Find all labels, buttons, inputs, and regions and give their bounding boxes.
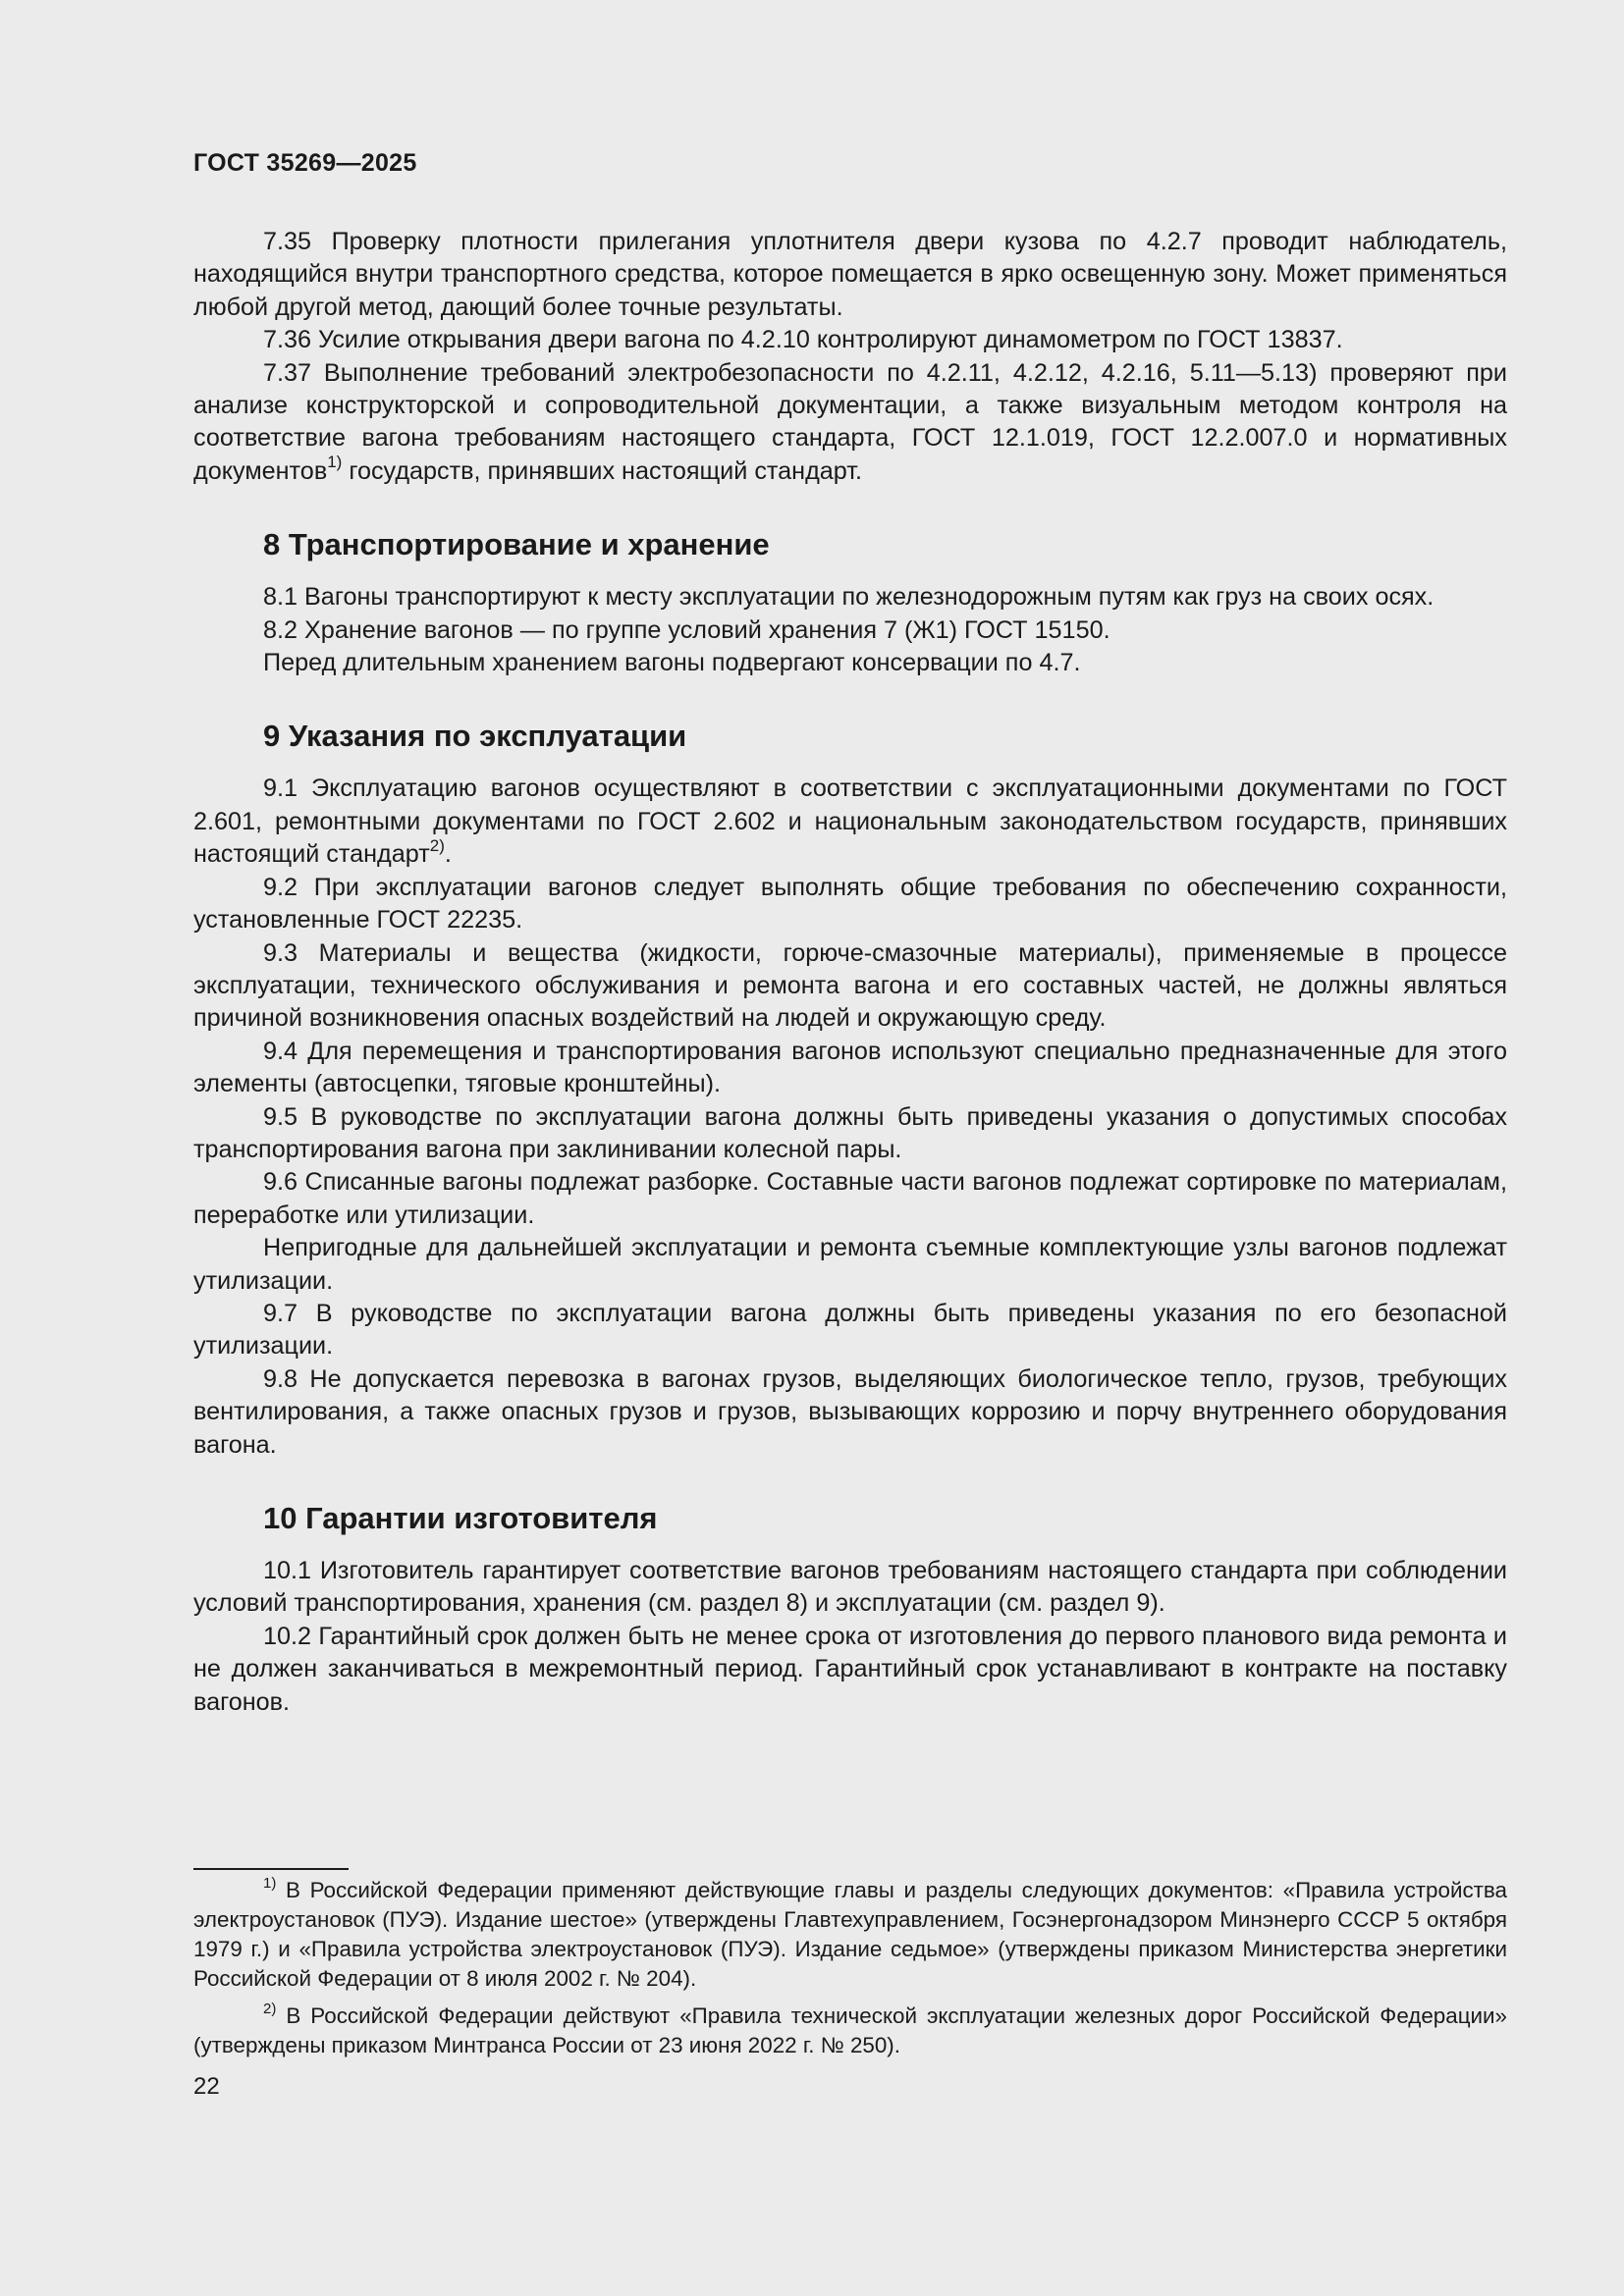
paragraph-9-8: 9.8 Не допускается перевозка в вагонах грузов, выделяющих биологическое тепло, грузов, требующих вентилирования, а также опасных грузов и грузов, вызывающих коррозию и порчу внутреннего оборудования вагона. (193, 1364, 1507, 1459)
paragraph-8-2-continued: Перед длительным хранением вагоны подвергают консервации по 4.7. (263, 649, 1081, 677)
paragraph-8-2: 8.2 Хранение вагонов — по группе условий хранения 7 (Ж1) ГОСТ 15150. (263, 615, 1110, 644)
paragraph-9-5: 9.5 В руководстве по эксплуатации вагона должны быть приведены указания о допустимых способах транспортирования вагона при заклинивании колесной пары. (193, 1102, 1507, 1163)
paragraph-9-1 (193, 773, 1507, 871)
document-body (193, 226, 1507, 1719)
footnote-2-marker: 2) (263, 2000, 277, 2017)
paragraph-7-36: 7.36 Усилие открывания двери вагона по 4.2.10 контролируют динамометром по ГОСТ 13837. (263, 326, 1343, 354)
paragraph-9-1-text: 9.1 Эксплуатацию вагонов осуществляют в соответствии с эксплуатационными документами по ГОСТ 2.601, ремонтными документами по ГОСТ 2.602 и национальным законодательством государств, принявших настоящий стандарт (193, 774, 1507, 869)
section-10-heading: 10 Гарантии изготовителя (263, 1501, 658, 1535)
document-header: ГОСТ 35269—2025 (193, 149, 417, 177)
paragraph-9-2: 9.2 При эксплуатации вагонов следует выполнять общие требования по обеспечению сохранности, установленные ГОСТ 22235. (193, 873, 1507, 934)
paragraph-8-1: 8.1 Вагоны транспортируют к месту эксплуатации по железнодорожным путям как груз на своих осях. (263, 583, 1435, 612)
footnote-1-marker: 1) (263, 1874, 277, 1892)
paragraph-10-2: 10.2 Гарантийный срок должен быть не менее срока от изготовления до первого планового вида ремонта и не должен заканчиваться в межремонтный период. Гарантийный срок устанавливают в контракте на поставку вагонов. (193, 1622, 1507, 1716)
footnotes (193, 1868, 1507, 2060)
paragraph-10-1: 10.1 Изготовитель гарантирует соответствие вагонов требованиям настоящего стандарта при соблюдении условий транспортирования, хранения (см. раздел 8) и эксплуатации (см. раздел 9). (193, 1557, 1507, 1618)
footnote-ref-1[interactable]: 1) (327, 453, 343, 472)
footnote-separator (193, 1868, 349, 1870)
footnote-ref-2[interactable]: 2) (429, 835, 445, 855)
paragraph-7-37 (193, 357, 1507, 489)
paragraph-9-3: 9.3 Материалы и вещества (жидкости, горюче-смазочные материалы), применяемые в процессе эксплуатации, технического обслуживания и ремонта вагона и его составных частей, не должны являться причиной возникновения опасных воздействий на людей и окружающую среду. (193, 938, 1507, 1033)
footnote-1 (193, 1876, 1507, 1994)
paragraph-7-35: 7.35 Проверку плотности прилегания уплотнителя двери кузова по 4.2.7 проводит наблюдатель, находящийся внутри транспортного средства, которое помещается в ярко освещенную зону. Может применяться любой другой метод, дающий более точные результаты. (193, 228, 1507, 321)
paragraph-7-37-text: 7.37 Выполнение требований электробезопасности по 4.2.11, 4.2.12, 4.2.16, 5.11—5.13) проверяют при анализе конструкторской и сопроводительной документации, а также визуальным методом контроля на соответствие вагона требованиям настоящего стандарта, ГОСТ 12.1.019, ГОСТ 12.2.007.0 и нормативных документов (193, 358, 1507, 485)
footnote-2-text: В Российской Федерации действуют «Правила технической эксплуатации железных дорог Российской Федерации» (утверждены приказом Минтранса России от 23 июня 2022 г. № 250). (193, 2003, 1507, 2057)
footnote-2 (193, 2002, 1507, 2060)
paragraph-9-4: 9.4 Для перемещения и транспортирования вагонов используют специально предназначенные для этого элементы (автосцепки, тяговые кронштейны). (193, 1037, 1507, 1098)
section-9-heading: 9 Указания по эксплуатации (263, 719, 687, 754)
page-number: 22 (193, 2073, 220, 2100)
paragraph-9-1-tail: . (444, 840, 452, 869)
paragraph-9-7: 9.7 В руководстве по эксплуатации вагона должны быть приведены указания по его безопасной утилизации. (193, 1299, 1507, 1361)
paragraph-9-6: 9.6 Списанные вагоны подлежат разборке. Составные части вагонов подлежат сортировке по материалам, переработке или утилизации. (193, 1168, 1507, 1229)
section-8-heading: 8 Транспортирование и хранение (263, 527, 770, 562)
paragraph-9-6-continued: Непригодные для дальнейшей эксплуатации и ремонта съемные комплектующие узлы вагонов подлежат утилизации. (193, 1234, 1507, 1295)
paragraph-7-37-tail: государств, принявших настоящий стандарт. (342, 456, 862, 485)
footnote-1-text: В Российской Федерации применяют действующие главы и разделы следующих документов: «Правила устройства электроустановок (ПУЭ). Издание шестое» (утверждены Главтехуправлением, Госэнергонадзором Минэнерго СССР 5 октября 1979 г.) и «Правила устройства электроустановок (ПУЭ). Издание седьмое» (утверждены приказом Министерства энергетики Российской Федерации от 8 июля 2002 г. № 204). (193, 1878, 1507, 1991)
